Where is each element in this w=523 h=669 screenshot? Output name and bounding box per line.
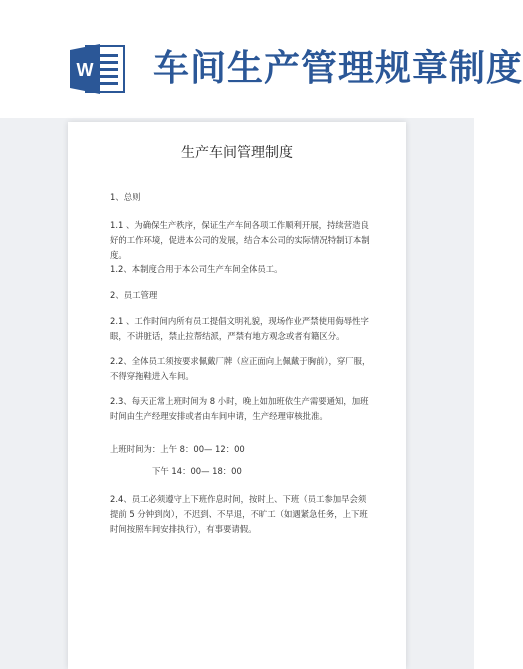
banner-title: 车间生产管理规章制度	[153, 48, 523, 89]
paragraph-2-4: 2.4、员工必须遵守上下班作息时间，按时上、下班（员工参加早会须提前 5 分钟到岗），不迟到、不早退，不旷工（如遇紧急任务，上下班时间按照车间安排执行），有事要请假。	[110, 494, 368, 534]
section-heading-general: 1、总则	[110, 192, 141, 202]
document-page	[68, 122, 406, 669]
section-heading-staff: 2、员工管理	[110, 290, 158, 300]
paragraph-1-1: 1.1 、为确保生产秩序，保证生产车间各项工作顺利开展，持续营造良好的工作环境，促进本公司的发展，结合本公司的实际情况特制订本制度。	[110, 220, 370, 260]
word-icon-letter: W	[76, 60, 94, 80]
paragraph-2-1: 2.1 、工作时间内所有员工提倡文明礼貌，现场作业严禁使用侮辱性字眼，不讲脏话，禁止拉帮结派，严禁有地方观念或者有籍区分。	[110, 316, 369, 341]
banner	[0, 0, 523, 118]
work-hours-afternoon: 下午 14：00— 18：00	[152, 466, 242, 476]
paragraph-1-2: 1.2、本制度合用于本公司生产车间全体员工。	[110, 264, 283, 274]
document-title: 生产车间管理制度	[181, 145, 293, 161]
paragraph-2-2: 2.2、全体员工须按要求佩戴厂牌（应正面向上佩戴于胸前），穿厂服，不得穿拖鞋进入车间。	[110, 356, 371, 381]
work-hours-morning: 上班时间为：上午 8：00— 12：00	[110, 444, 245, 454]
paragraph-2-3: 2.3、每天正常上班时间为 8 小时，晚上如加班依生产需要通知，加班时间由生产经理安排或者由车间申请，生产经理审核批准。	[110, 396, 369, 421]
word-document-icon	[68, 38, 128, 98]
